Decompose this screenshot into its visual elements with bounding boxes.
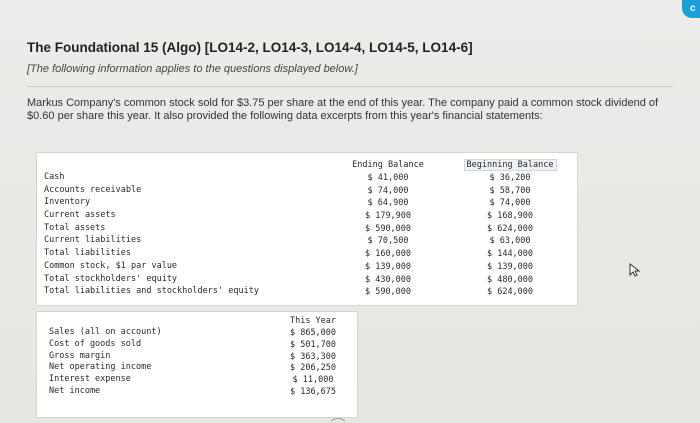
row-label: Inventory (44, 197, 91, 208)
ending-value: $ 41,000 (367, 173, 409, 183)
question-title: The Foundational 15 (Algo) [LO14-2, LO14-3, LO14-4, LO14-5, LO14-6] (27, 40, 473, 55)
row-label: Total liabilities and stockholders' equity (44, 286, 259, 297)
ending-value: $ 430,000 (364, 274, 412, 285)
ending-value: $ 590,000 (364, 223, 412, 234)
this-year-value: $ 865,000 (289, 328, 337, 338)
beginning-value: $ 139,000 (486, 261, 534, 272)
ending-balance-column (341, 160, 435, 299)
row-label: Total liabilities (44, 248, 131, 259)
income-statement-table (36, 311, 358, 418)
row-label: Gross margin (49, 350, 111, 361)
row-label: Accounts receivable (44, 184, 142, 195)
ending-value: $ 590,000 (364, 287, 412, 298)
ending-value: $ 64,900 (367, 198, 409, 209)
beginning-value: $ 168,900 (486, 211, 534, 222)
intro-note: [The following information applies to the questions displayed below.] (27, 63, 358, 75)
row-label: Interest expense (49, 374, 131, 385)
row-label: Total assets (44, 222, 106, 233)
income-statement-labels (49, 327, 162, 398)
beginning-value: $ 58,700 (489, 185, 531, 196)
beginning-value: $ 74,000 (489, 198, 531, 209)
problem-paragraph: Markus Company's common stock sold for $3.75 per share at the end of this year. The company paid a common stock dividend of $0.60 per share this year. It also provided the following data excerpts from this year's financial statements: (27, 97, 659, 122)
this-year-value: $ 11,000 (292, 375, 334, 386)
this-year-header: This Year (289, 316, 337, 326)
beginning-balance-header: Beginning Balance (464, 159, 557, 171)
row-label: Net operating income (49, 362, 152, 373)
this-year-value: $ 501,700 (289, 339, 337, 350)
beginning-value: $ 36,200 (489, 173, 531, 183)
corner-badge[interactable]: c (682, 0, 700, 18)
beginning-balance-column (455, 160, 565, 299)
beginning-value: $ 624,000 (486, 223, 534, 234)
row-label: Cash (44, 172, 65, 182)
beginning-value: $ 144,000 (486, 249, 534, 260)
ending-value: $ 139,000 (364, 261, 412, 272)
ending-value: $ 179,900 (364, 211, 412, 222)
this-year-value: $ 363,300 (289, 351, 337, 362)
beginning-value: $ 63,000 (489, 236, 531, 247)
mouse-pointer-icon (629, 263, 641, 277)
balance-sheet-labels (44, 171, 259, 298)
ending-value: $ 74,000 (367, 185, 409, 196)
ending-balance-header: Ending Balance (352, 160, 424, 170)
divider (27, 86, 673, 87)
balance-sheet-table (36, 152, 578, 306)
row-label: Cost of goods sold (49, 338, 142, 349)
ending-value: $ 160,000 (364, 249, 412, 260)
beginning-value: $ 480,000 (486, 274, 534, 285)
this-year-value: $ 136,675 (289, 386, 337, 397)
row-label: Current assets (44, 210, 116, 221)
row-label: Common stock, $1 par value (44, 260, 178, 271)
scroll-indicator-icon (330, 416, 346, 422)
row-label: Sales (all on account) (49, 327, 162, 337)
beginning-value: $ 624,000 (486, 287, 534, 298)
this-year-value: $ 206,250 (289, 363, 337, 374)
ending-value: $ 70,500 (367, 236, 409, 247)
row-label: Total stockholders' equity (44, 273, 178, 284)
row-label: Net income (49, 385, 101, 396)
this-year-column (277, 316, 349, 399)
row-label: Current liabilities (44, 235, 142, 246)
